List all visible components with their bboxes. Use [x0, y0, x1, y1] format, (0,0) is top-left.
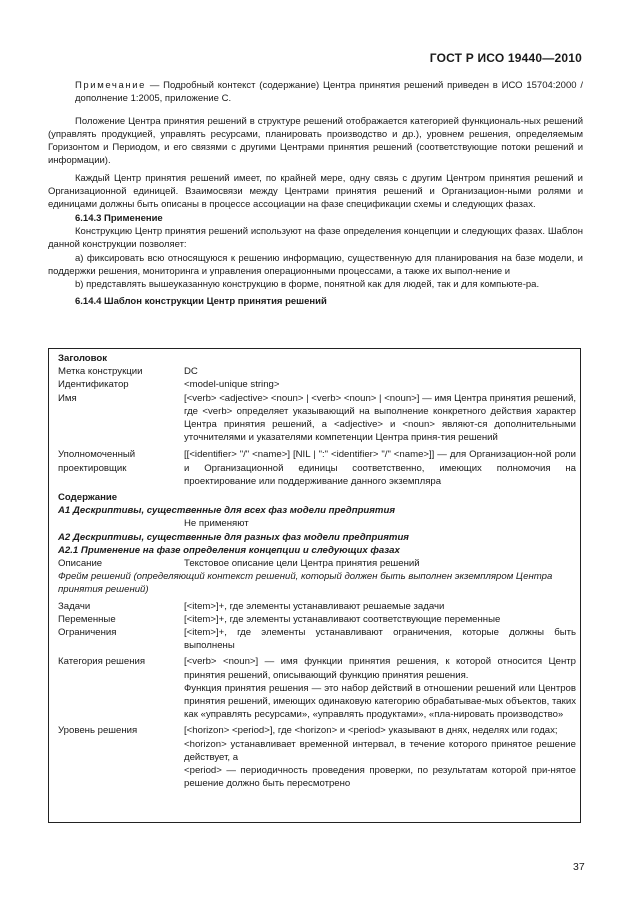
category-text-2: Функция принятия решения — это набор действий в отношении решений или Центров принятия решений, имеющих одинаковую категорию обрабатывае-мых объектов, таких как «управлять ресурсами», «управлять продуктами», «пла-нировать производство»: [184, 682, 576, 721]
level-text-2: <horizon> устанавливает временной интервал, в течение которого принятое решение действует, а: [184, 738, 576, 763]
content-section-title: Содержание: [58, 492, 118, 504]
decision-frame-title: Фрейм решений (определяющий контекст решений, который должен быть выполнен экземпляром Центра принятия решений): [58, 571, 553, 596]
template-row: [58, 365, 576, 378]
standard-header: ГОСТ Р ИСО 19440—2010: [429, 51, 582, 65]
level-text-3: <period> — периодичность проведения проверки, по результатам которой при-нятое решение должно быть пересмотрено: [184, 765, 576, 790]
not-applied: Не применяют: [184, 518, 249, 530]
template-row: [58, 655, 576, 721]
row-value: [<item>]+, где элементы устанавливают ограничения, которые должны быть выполнены: [184, 627, 576, 652]
row-label: Уполномоченный проектировщик: [58, 449, 136, 474]
body-text: [48, 79, 583, 314]
row-label: Идентификатор: [58, 379, 129, 391]
note-text: — Подробный контекст (содержание) Центра принятия решений приведен в ИСО 15704:2000 / дополнение 1:2005, приложение С.: [75, 80, 583, 105]
row-value: [<item>]+, где элементы устанавливают решаемые задачи: [184, 600, 445, 612]
template-row: [58, 557, 576, 570]
paragraph-3: Конструкцию Центр принятия решений используют на фазе определения концепции и следующих фазах. Шаблон данной конструкции позволяет:: [48, 225, 583, 251]
row-value: DC: [184, 366, 198, 378]
row-label: Переменные: [58, 613, 116, 625]
template-content: [58, 352, 576, 791]
template-row: [58, 378, 576, 391]
row-label: Имя: [58, 392, 77, 404]
row-value: Текстовое описание цели Центра принятия решений: [184, 558, 420, 570]
row-label: Описание: [58, 558, 103, 570]
subsection-a1: А1 Дескриптивы, существенные для всех фаз модели предприятия: [58, 505, 395, 517]
row-label: Ограничения: [58, 627, 117, 639]
template-row: [58, 724, 576, 790]
row-label: Уровень решения: [58, 725, 138, 737]
row-label: Метка конструкции: [58, 366, 143, 378]
paragraph-1: Положение Центра принятия решений в структуре решений отображается категорией функциональ-ных решений (управлять продукцией, управлять ресурсами, планировать производство и др.), уровнем решения, определяемым Горизонтом и Периодом, и его связями с другими Центрами принятия решений (соответствующие потоки решений и информации).: [48, 115, 583, 167]
row-value: <model-unique string>: [184, 379, 280, 391]
note-label: Примечание: [75, 80, 146, 91]
row-value: [[<identifier> "/" <name>] [NIL | ":" <identifier> "/" <name>]] — для Организацион-ной роли и Организационной единицы соответственно, имеющих полномочия на проектирование или поддерживание данного экземпляра: [184, 449, 576, 487]
section-heading-6-14-4: 6.14.4 Шаблон конструкции Центр принятия решений: [75, 296, 327, 308]
template-row: [58, 600, 576, 613]
page-number: 37: [573, 861, 585, 873]
row-label: Категория решения: [58, 656, 146, 668]
row-label: Задачи: [58, 600, 91, 612]
template-row: [58, 613, 576, 626]
template-row: [58, 392, 576, 445]
construct-template-box: [48, 348, 581, 823]
note: [48, 79, 583, 106]
paragraph-2: Каждый Центр принятия решений имеет, по крайней мере, одну связь с другим Центром принятия решений и Организационной единицей. Взаимосвязи между Центрами принятия решений и Организацион-ными ролями и единицами должны быть описаны в процессе ассоциации на фазе спецификации схемы и следующих фазах.: [48, 172, 583, 211]
template-row: [58, 626, 576, 652]
section-heading-6-14-3: 6.14.3 Применение: [75, 212, 163, 224]
row-value: [<verb> <adjective> <noun> | <verb> <noun> | <noun>] — имя Центра принятия решений, где <verb> определяет указывающий на выполнение конкретного действия характер Центра принятия решений, а <adjective> и <noun> являют-ся дополнительными уточнителями и указателями компетенции Центра приня-тия решений: [184, 392, 577, 444]
list-item-b: b) представлять вышеуказанную конструкцию в форме, понятной как для людей, так и для компьюте-ра.: [75, 279, 540, 291]
row-value: [184, 655, 576, 721]
list-item-a: a) фиксировать всю относящуюся к решению информацию, существенную для планирования на базе модели, и поддержки решения, мониторинга и управления операционными процессами, а также их выпол-нение и: [48, 252, 583, 277]
subsection-a2: А2 Дескриптивы, существенные для разных фаз модели предприятия: [58, 531, 409, 543]
row-value: [184, 724, 576, 790]
category-text-1: [<verb> <noun>] — имя функции принятия решения, к которой относится Центр принятия решений, описывающий функцию принятия решения.: [184, 656, 576, 681]
level-text-1: [<horizon> <period>], где <horizon> и <period> указывают в днях, неделях или годах;: [184, 725, 558, 737]
header-section-title: Заголовок: [58, 353, 108, 364]
subsection-a2-1: А2.1 Применение на фазе определения концепции и следующих фазах: [58, 544, 400, 556]
template-row: [58, 448, 576, 488]
row-value: [<item>]+, где элементы устанавливают соответствующие переменные: [184, 613, 501, 625]
